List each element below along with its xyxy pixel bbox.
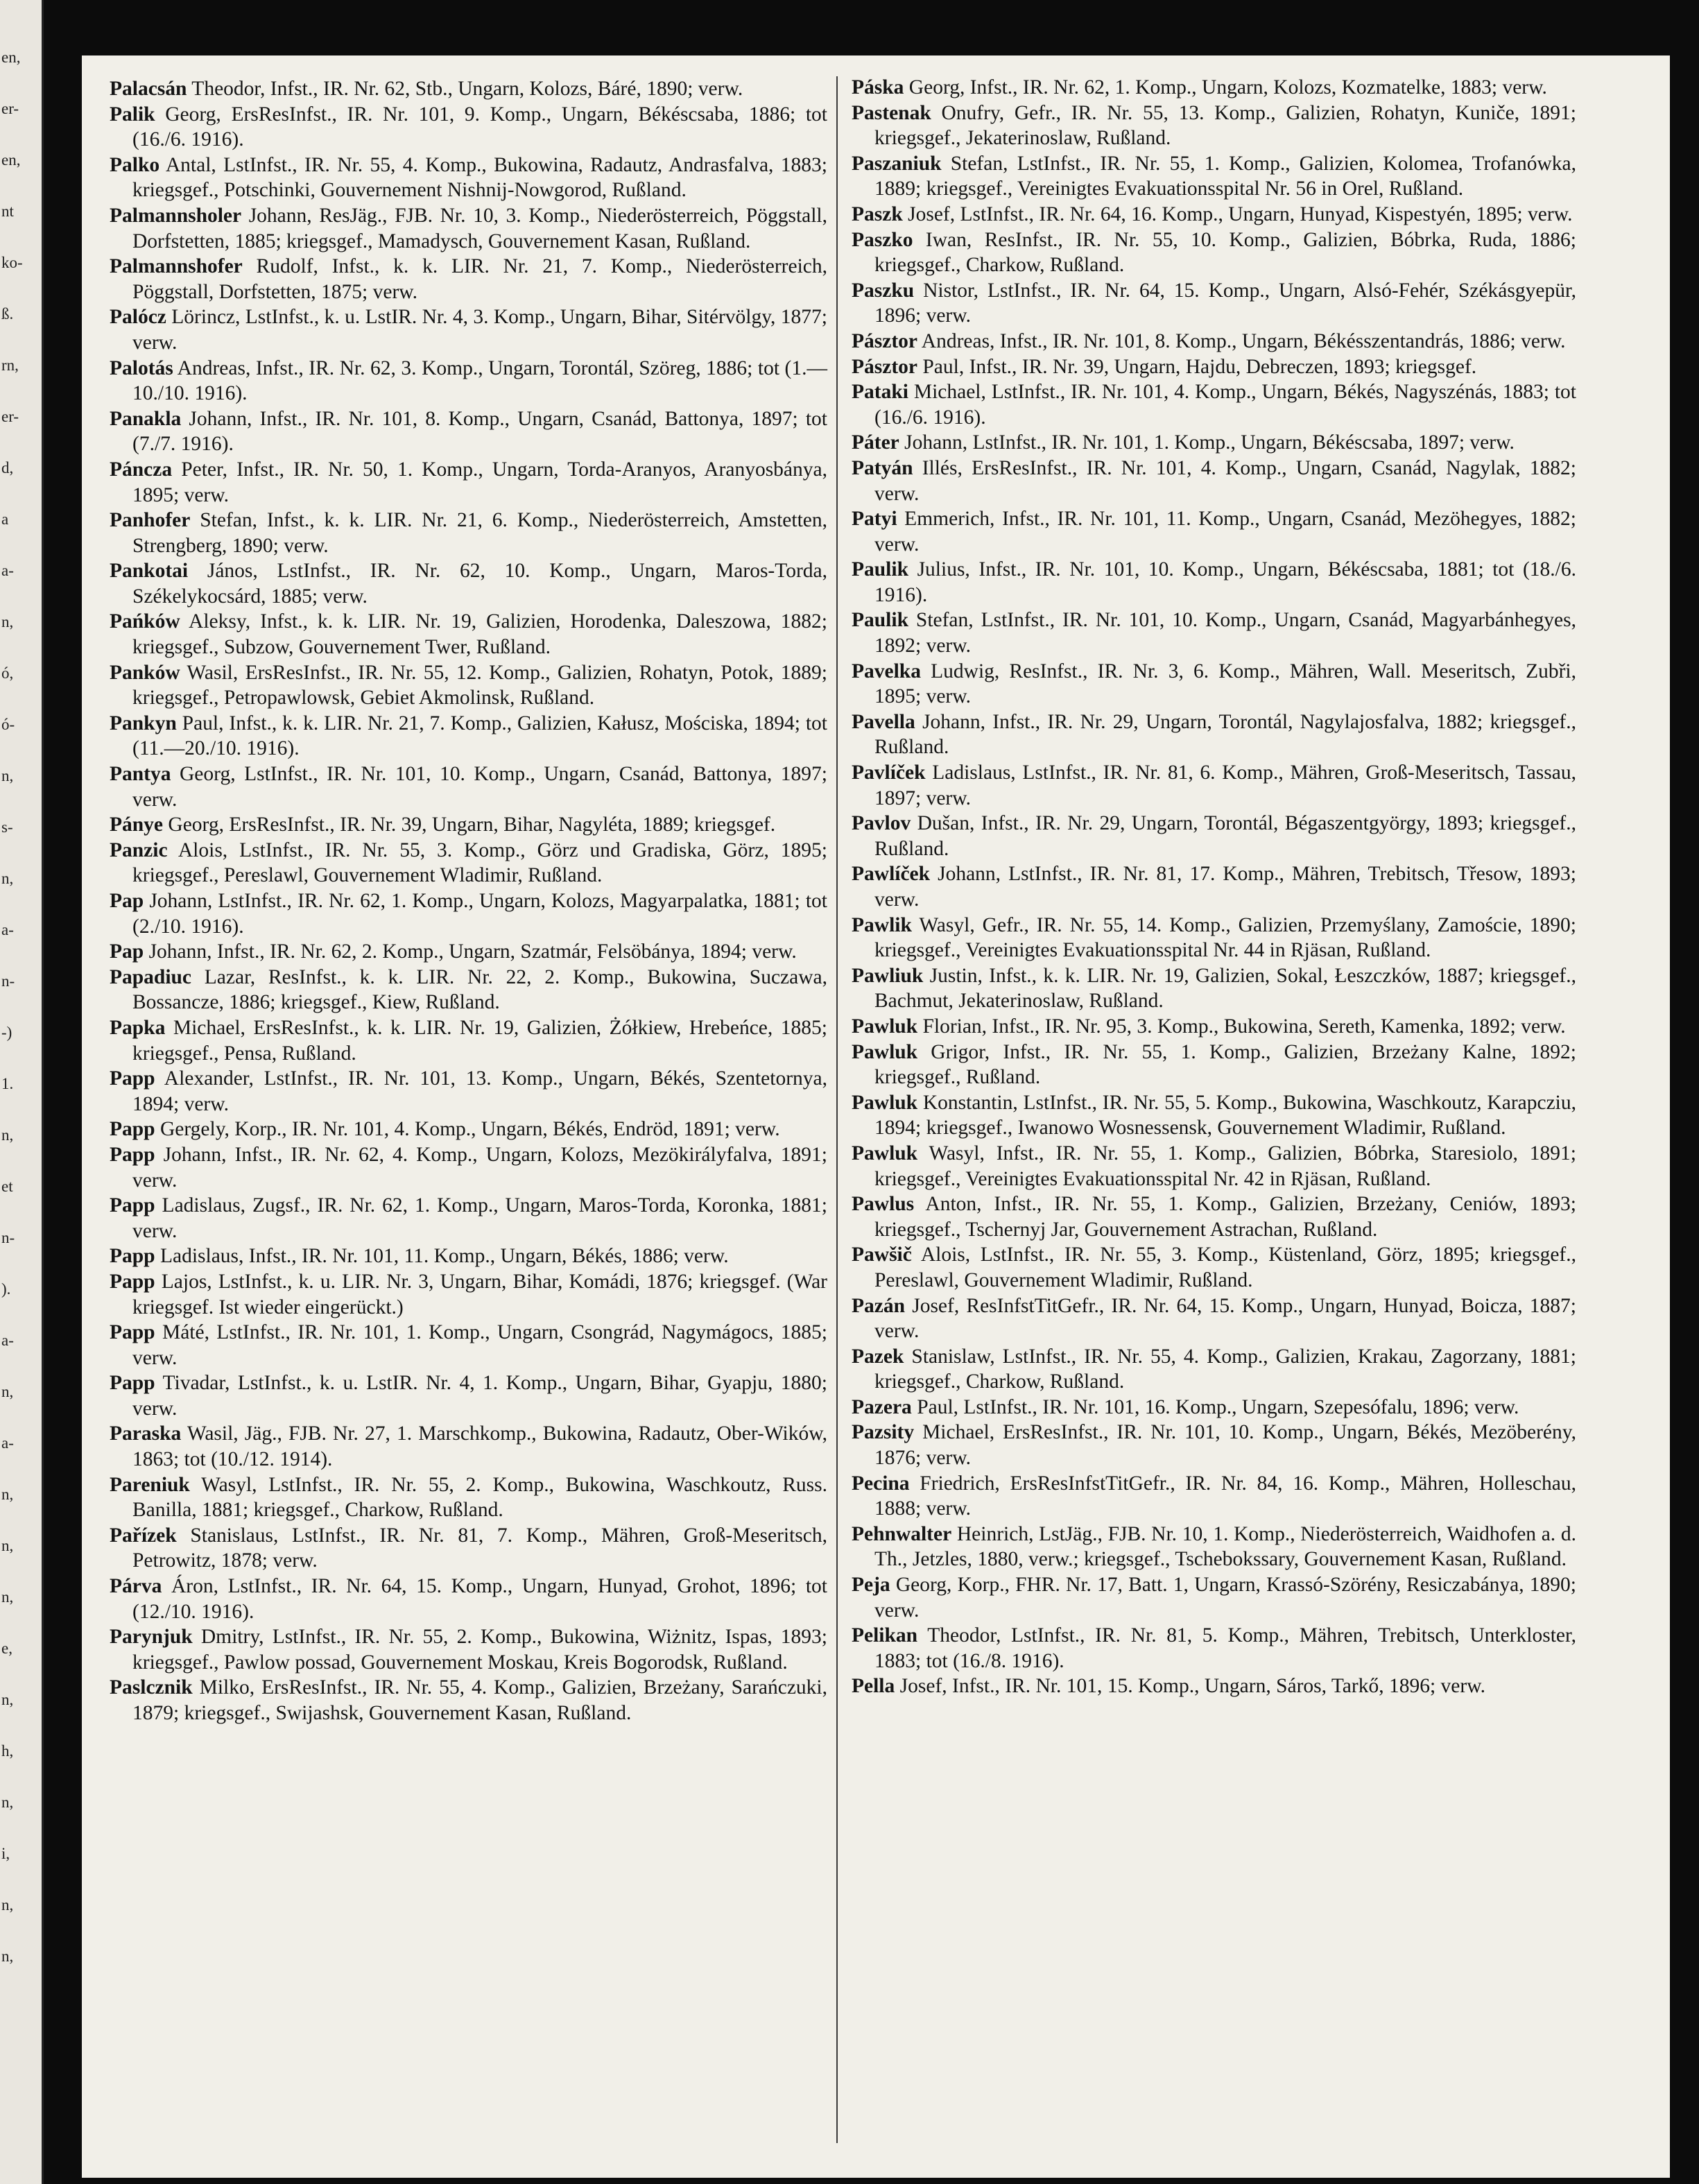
margin-fragment: a- — [1, 1434, 14, 1452]
register-entry — [852, 456, 1576, 506]
entry-details: Wasyl, Infst., IR. Nr. 55, 1. Komp., Galizien, Bóbrka, Staresiolo, 1891; kriegsgef., Vereinigtes Evakuationsspital Nr. 42 in Rjäsan, Rußland. — [874, 1142, 1576, 1190]
entry-surname: Papadiuc — [110, 965, 192, 988]
entry-details: Johann, LstInfst., IR. Nr. 81, 17. Komp., Mähren, Trebitsch, Třesow, 1893; verw. — [874, 863, 1576, 911]
entry-details: Michael, ErsResInfst., k. k. LIR. Nr. 19, Galizien, Żółkiew, Hrebeńce, 1885; kriegsgef., Pensa, Rußland. — [132, 1016, 827, 1065]
entry-details: Florian, Infst., IR. Nr. 95, 3. Komp., Bukowina, Sereth, Kamenka, 1892; verw. — [917, 1015, 1566, 1038]
entry-details: Paul, Infst., k. k. LIR. Nr. 21, 7. Komp., Galizien, Kałusz, Mościska, 1894; tot (11.—20./10. 1916). — [132, 712, 827, 760]
entry-details: Heinrich, LstJäg., FJB. Nr. 10, 1. Komp., Niederösterreich, Waidhofen a. d. Th., Jetzles, 1880, verw.; kriegsgef., Tschebokssary, Gouvernement Kasan, Rußland. — [874, 1522, 1576, 1571]
margin-fragment: er- — [1, 408, 19, 425]
register-entry — [110, 1675, 827, 1726]
entry-details: Lajos, LstInfst., k. u. LIR. Nr. 3, Ungarn, Bihar, Komádi, 1876; kriegsgef. (War kriegsgef. Ist wieder eingerückt.) — [132, 1270, 827, 1318]
entry-surname: Pawluk — [852, 1040, 918, 1063]
margin-fragment: n, — [1, 613, 14, 630]
margin-fragment: n, — [1, 1126, 14, 1144]
entry-surname: Pawšič — [852, 1244, 912, 1266]
entry-details: Johann, Infst., IR. Nr. 101, 8. Komp., Ungarn, Csanád, Battonya, 1897; tot (7./7. 1916). — [132, 407, 827, 456]
entry-details: Paul, LstInfst., IR. Nr. 101, 16. Komp., Ungarn, Szepesófalu, 1896; verw. — [911, 1395, 1519, 1418]
entry-surname: Paszko — [852, 228, 913, 251]
register-entry — [110, 1574, 827, 1624]
register-entry — [110, 838, 827, 888]
register-entry — [852, 1420, 1576, 1470]
entry-surname: Paszku — [852, 279, 915, 302]
register-entry — [110, 1117, 827, 1142]
entry-details: Grigor, Infst., IR. Nr. 55, 1. Komp., Galizien, Brzeżany Kalne, 1892; kriegsgef., Rußland. — [874, 1040, 1576, 1089]
register-entry — [852, 227, 1576, 278]
entry-details: Ladislaus, Infst., IR. Nr. 101, 11. Komp., Ungarn, Békés, 1886; verw. — [155, 1245, 729, 1268]
entry-surname: Pazsity — [852, 1421, 915, 1444]
margin-fragment: n, — [1, 1588, 14, 1606]
entry-surname: Páncza — [110, 458, 173, 481]
entry-details: Alois, LstInfst., IR. Nr. 55, 3. Komp., Küstenland, Görz, 1895; kriegsgef., Pereslawl, Gouvernement Wladimir, Rußland. — [874, 1244, 1576, 1291]
register-entry — [110, 1320, 827, 1370]
entry-surname: Pap — [110, 890, 144, 912]
entry-surname: Pazán — [852, 1294, 906, 1317]
entry-details: Antal, LstInfst., IR. Nr. 55, 4. Komp., Bukowina, Radautz, Andrasfalva, 1883; kriegsgef., Potschinki, Gouvernement Nishnij-Nowgorod, Rußland. — [132, 153, 827, 202]
entry-details: Julius, Infst., IR. Nr. 101, 10. Komp., Ungarn, Békéscsaba, 1881; tot (18./6. 1916). — [874, 558, 1576, 606]
entry-details: Georg, Korp., FHR. Nr. 17, Batt. 1, Ungarn, Krassó-Szörény, Resiczabánya, 1890; verw. — [874, 1574, 1576, 1622]
register-entry — [852, 1623, 1576, 1674]
entry-surname: Papp — [110, 1270, 155, 1293]
entry-surname: Pawluk — [852, 1015, 918, 1038]
entry-surname: Parynjuk — [110, 1626, 193, 1649]
entry-surname: Pankotai — [110, 560, 189, 583]
entry-details: Nistor, LstInfst., IR. Nr. 64, 15. Komp., Ungarn, Alsó-Fehér, Székásgyepür, 1896; verw. — [874, 279, 1576, 327]
entry-details: Georg, LstInfst., IR. Nr. 101, 10. Komp., Ungarn, Csanád, Battonya, 1897; verw. — [132, 763, 827, 811]
entry-details: Lazar, ResInfst., k. k. LIR. Nr. 22, 2. Komp., Bukowina, Suczawa, Bossancze, 1886; kriegsgef., Kiew, Rußland. — [132, 965, 827, 1014]
register-entry — [110, 1472, 827, 1523]
entry-surname: Paslcznik — [110, 1676, 193, 1699]
entry-details: Johann, LstInfst., IR. Nr. 62, 1. Komp., Ungarn, Kolozs, Magyarpalatka, 1881; tot (2./10. 1916). — [132, 890, 827, 938]
entry-details: Michael, LstInfst., IR. Nr. 101, 4. Komp., Ungarn, Békés, Nagyszénás, 1883; tot (16./6. 1916). — [874, 381, 1576, 429]
margin-fragment: et — [1, 1178, 13, 1195]
register-entry — [852, 760, 1576, 811]
margin-fragment: i, — [1, 1845, 10, 1862]
entry-details: Illés, ErsResInfst., IR. Nr. 101, 4. Komp., Ungarn, Csanád, Nagylak, 1882; verw. — [874, 456, 1576, 505]
margin-fragment: er- — [1, 100, 19, 117]
entry-details: Paul, Infst., IR. Nr. 39, Ungarn, Hajdu, Debreczen, 1893; kriegsgef. — [917, 355, 1477, 378]
register-entry — [852, 151, 1576, 202]
register-entry — [110, 1066, 827, 1117]
entry-surname: Pankyn — [110, 712, 177, 734]
entry-surname: Paraska — [110, 1422, 182, 1445]
register-entry — [110, 1015, 827, 1066]
entry-surname: Pehnwalter — [852, 1522, 952, 1545]
register-page — [82, 55, 1670, 2178]
register-entry — [852, 913, 1576, 963]
entry-details: Konstantin, LstInfst., IR. Nr. 55, 5. Komp., Bukowina, Waschkoutz, Karapcziu, 1894; kriegsgef., Iwanowo Wosnessensk, Gouvernement Wladimir, Rußland. — [874, 1091, 1576, 1140]
margin-fragment: n, — [1, 1383, 14, 1400]
register-entry — [852, 1572, 1576, 1623]
entry-surname: Papp — [110, 1143, 155, 1166]
margin-fragment: e, — [1, 1640, 12, 1657]
entry-surname: Pavelka — [852, 660, 921, 682]
margin-fragment: n, — [1, 1537, 14, 1554]
entry-surname: Pavlíček — [852, 762, 926, 784]
register-entry — [110, 939, 827, 965]
entry-surname: Paszk — [852, 203, 903, 225]
entry-details: Stefan, LstInfst., IR. Nr. 55, 1. Komp., Galizien, Kolomea, Trofanówka, 1889; kriegsgef., Vereinigtes Evakuationsspital Nr. 56 in Orel, Rußland. — [874, 152, 1576, 200]
entry-surname: Párva — [110, 1575, 162, 1598]
entry-surname: Pazera — [852, 1395, 912, 1418]
entry-surname: Palko — [110, 153, 160, 176]
register-entry — [852, 506, 1576, 557]
entry-details: Máté, LstInfst., IR. Nr. 101, 1. Komp., Ungarn, Csongrád, Nagymágocs, 1885; verw. — [132, 1321, 827, 1369]
entry-details: Lörincz, LstInfst., k. u. LstIR. Nr. 4, 3. Komp., Ungarn, Bihar, Sitérvölgy, 1877; verw. — [132, 306, 827, 354]
margin-fragment: -) — [1, 1024, 12, 1041]
entry-surname: Palotás — [110, 356, 173, 379]
register-entry — [110, 153, 827, 203]
register-entry — [852, 659, 1576, 710]
right-column — [852, 75, 1576, 1699]
register-entry — [852, 1141, 1576, 1192]
entry-details: Justin, Infst., k. k. LIR. Nr. 19, Galizien, Sokal, Łeszczków, 1887; kriegsgef., Bachmut, Jekaterinoslaw, Rußland. — [874, 964, 1576, 1013]
entry-surname: Pareniuk — [110, 1473, 190, 1496]
margin-fragment: d, — [1, 459, 14, 476]
entry-surname: Pásztor — [852, 329, 918, 352]
entry-details: Anton, Infst., IR. Nr. 55, 1. Komp., Galizien, Brzeżany, Ceniów, 1893; kriegsgef., Tschernyj Jar, Gouvernement Astrachan, Rußland. — [874, 1193, 1576, 1241]
entry-details: Wasyl, Gefr., IR. Nr. 55, 14. Komp., Galizien, Przemyślany, Zamoście, 1890; kriegsgef., Vereinigtes Evakuationsspital Nr. 44 in Rjäsan, Rußland. — [874, 913, 1576, 962]
register-entry — [110, 711, 827, 762]
margin-fragment: n- — [1, 1229, 15, 1246]
entry-details: Dušan, Infst., IR. Nr. 29, Ungarn, Torontál, Bégaszentgyörgy, 1893; kriegsgef., Rußland. — [874, 812, 1576, 860]
entry-surname: Pella — [852, 1675, 895, 1698]
entry-surname: Papp — [110, 1118, 155, 1141]
entry-surname: Patyán — [852, 456, 913, 479]
entry-details: Andreas, Infst., IR. Nr. 101, 8. Komp., Ungarn, Békésszentandrás, 1886; verw. — [917, 329, 1566, 352]
entry-surname: Páska — [852, 76, 904, 98]
entry-details: Gergely, Korp., IR. Nr. 101, 4. Komp., Ungarn, Békés, Endröd, 1891; verw. — [155, 1118, 780, 1141]
entry-details: János, LstInfst., IR. Nr. 62, 10. Komp., Ungarn, Maros-Torda, Székelykocsárd, 1885; verw. — [132, 560, 827, 608]
entry-details: Alois, LstInfst., IR. Nr. 55, 3. Komp., Görz und Gradiska, Görz, 1895; kriegsgef., Pereslawl, Gouvernement Wladimir, Rußland. — [132, 839, 827, 887]
register-entry — [110, 609, 827, 660]
margin-fragment: a- — [1, 1332, 14, 1349]
entry-surname: Palmannsholer — [110, 204, 242, 227]
register-entry — [110, 965, 827, 1015]
entry-details: Johann, Infst., IR. Nr. 62, 2. Komp., Ungarn, Szatmár, Felsöbánya, 1894; verw. — [144, 940, 797, 963]
entry-details: Tivadar, LstInfst., k. u. LstIR. Nr. 4, 1. Komp., Ungarn, Bihar, Gyapju, 1880; verw. — [132, 1372, 827, 1420]
entry-surname: Paszaniuk — [852, 152, 942, 175]
margin-fragment: h, — [1, 1742, 14, 1760]
entry-surname: Pánye — [110, 814, 164, 836]
register-entry — [852, 1471, 1576, 1522]
entry-surname: Paulik — [852, 609, 908, 632]
margin-fragment: n, — [1, 767, 14, 784]
register-entry — [110, 304, 827, 355]
entry-details: Alexander, LstInfst., IR. Nr. 101, 13. Komp., Ungarn, Békés, Szentetornya, 1894; verw. — [132, 1067, 827, 1115]
entry-details: Josef, ResInfstTitGefr., IR. Nr. 64, 15. Komp., Ungarn, Hunyad, Boicza, 1887; verw. — [874, 1294, 1576, 1343]
entry-details: Georg, ErsResInfst., IR. Nr. 101, 9. Komp., Ungarn, Békéscsaba, 1886; tot (16./6. 1916). — [132, 103, 827, 151]
entry-surname: Pavlov — [852, 812, 911, 835]
register-entry — [110, 457, 827, 508]
register-entry — [110, 1193, 827, 1244]
entry-surname: Patyi — [852, 508, 897, 531]
margin-fragment: ko- — [1, 254, 23, 271]
register-entry — [852, 101, 1576, 151]
register-entry — [852, 1344, 1576, 1395]
register-entry — [852, 710, 1576, 760]
register-entry — [110, 1523, 827, 1574]
register-entry — [110, 762, 827, 812]
margin-fragment: n, — [1, 1794, 14, 1811]
register-entry — [110, 1142, 827, 1193]
margin-fragment: en, — [1, 49, 21, 66]
register-entry — [110, 102, 827, 153]
entry-details: Michael, ErsResInfst., IR. Nr. 101, 10. Komp., Ungarn, Békés, Mezöberény, 1876; verw. — [874, 1421, 1576, 1470]
entry-surname: Palmannshofer — [110, 255, 243, 278]
register-entry — [852, 963, 1576, 1014]
register-entry — [852, 1040, 1576, 1090]
register-entry — [852, 379, 1576, 430]
register-entry — [110, 356, 827, 406]
entry-surname: Palik — [110, 103, 155, 126]
register-entry — [110, 1370, 827, 1421]
register-entry — [852, 1395, 1576, 1420]
register-entry — [110, 660, 827, 711]
entry-surname: Panakla — [110, 407, 182, 430]
register-entry — [852, 1192, 1576, 1242]
entry-surname: Papp — [110, 1372, 155, 1395]
register-entry — [852, 430, 1576, 456]
entry-details: Emmerich, Infst., IR. Nr. 101, 11. Komp., Ungarn, Csanád, Mezöhegyes, 1882; verw. — [874, 508, 1576, 556]
entry-surname: Pařízek — [110, 1524, 177, 1547]
entry-surname: Panków — [110, 661, 180, 684]
entry-surname: Pazek — [852, 1345, 904, 1368]
margin-fragment: 1. — [1, 1075, 14, 1092]
register-entry — [852, 1674, 1576, 1699]
entry-details: Friedrich, ErsResInfstTitGefr., IR. Nr. 84, 16. Komp., Mähren, Holleschau, 1888; verw. — [874, 1472, 1576, 1520]
entry-surname: Papp — [110, 1321, 155, 1344]
entry-details: Iwan, ResInfst., IR. Nr. 55, 10. Komp., Galizien, Bóbrka, Ruda, 1886; kriegsgef., Charkow, Rußland. — [874, 228, 1576, 277]
entry-surname: Palacsán — [110, 78, 187, 100]
entry-surname: Papp — [110, 1194, 155, 1217]
entry-surname: Pawluk — [852, 1142, 918, 1164]
entry-surname: Pelikan — [852, 1624, 918, 1647]
register-entry — [852, 75, 1576, 101]
entry-surname: Pásztor — [852, 355, 918, 378]
register-entry — [852, 278, 1576, 329]
register-entry — [110, 1421, 827, 1472]
entry-surname: Papka — [110, 1016, 166, 1039]
register-entry — [852, 329, 1576, 354]
entry-details: Georg, ErsResInfst., IR. Nr. 39, Ungarn, Bihar, Nagyléta, 1889; kriegsgef. — [163, 814, 776, 836]
register-entry — [110, 558, 827, 609]
register-entry — [110, 1244, 827, 1269]
register-entry — [852, 1090, 1576, 1141]
register-entry — [852, 557, 1576, 608]
entry-surname: Peja — [852, 1574, 890, 1597]
register-entry — [110, 76, 827, 102]
entry-surname: Paulik — [852, 558, 908, 581]
margin-fragment: n, — [1, 1486, 14, 1503]
entry-surname: Pavella — [852, 710, 915, 733]
register-entry — [110, 1624, 827, 1675]
margin-fragment: n, — [1, 1947, 14, 1965]
entry-details: Johann, ResJäg., FJB. Nr. 10, 3. Komp., Niederösterreich, Pöggstall, Dorfstetten, 1885; kriegsgef., Mamadysch, Gouvernement Kasan, Rußland. — [132, 204, 827, 252]
margin-fragment: ó, — [1, 664, 14, 682]
entry-details: Theodor, Infst., IR. Nr. 62, Stb., Ungarn, Kolozs, Báré, 1890; verw. — [187, 78, 743, 100]
margin-fragment: ). — [1, 1280, 11, 1298]
margin-fragment: a- — [1, 562, 14, 579]
entry-surname: Pawlik — [852, 913, 912, 936]
entry-details: Stanislaw, LstInfst., IR. Nr. 55, 4. Komp., Galizien, Krakau, Zagorzany, 1881; kriegsgef., Charkow, Rußland. — [874, 1345, 1576, 1393]
entry-details: Stefan, Infst., k. k. LIR. Nr. 21, 6. Komp., Niederösterreich, Amstetten, Strengberg, 1890; verw. — [132, 509, 827, 557]
entry-surname: Palócz — [110, 306, 166, 329]
register-entry — [852, 608, 1576, 658]
entry-surname: Pantya — [110, 763, 171, 786]
register-entry — [852, 202, 1576, 227]
entry-details: Dmitry, LstInfst., IR. Nr. 55, 2. Komp., Bukowina, Wiżnitz, Ispas, 1893; kriegsgef., Pawlow possad, Gouvernement Moskau, Kreis Bogorodsk, Rußland. — [132, 1626, 827, 1674]
margin-fragment: nt — [1, 203, 14, 220]
entry-details: Johann, LstInfst., IR. Nr. 101, 1. Komp., Ungarn, Békéscsaba, 1897; verw. — [899, 431, 1515, 454]
entry-surname: Pawlus — [852, 1193, 915, 1216]
margin-fragment: a — [1, 510, 9, 528]
entry-surname: Pataki — [852, 381, 908, 404]
entry-details: Onufry, Gefr., IR. Nr. 55, 13. Komp., Galizien, Rohatyn, Kuniče, 1891; kriegsgef., Jekaterinoslaw, Rußland. — [874, 101, 1576, 150]
entry-details: Ladislaus, Zugsf., IR. Nr. 62, 1. Komp., Ungarn, Maros-Torda, Koronka, 1881; verw. — [132, 1194, 827, 1242]
entry-details: Peter, Infst., IR. Nr. 50, 1. Komp., Ungarn, Torda-Aranyos, Aranyosbánya, 1895; verw. — [132, 458, 827, 506]
register-entry — [852, 811, 1576, 861]
margin-fragment: n, — [1, 1896, 14, 1914]
entry-surname: Panzic — [110, 839, 168, 861]
register-entry — [110, 888, 827, 939]
entry-details: Ladislaus, LstInfst., IR. Nr. 81, 6. Komp., Mähren, Groß-Meseritsch, Tassau, 1897; verw. — [874, 762, 1576, 809]
entry-details: Johann, Infst., IR. Nr. 62, 4. Komp., Ungarn, Kolozs, Mezökirályfalva, 1891; verw. — [132, 1143, 827, 1192]
entry-surname: Papp — [110, 1067, 155, 1090]
entry-details: Josef, LstInfst., IR. Nr. 64, 16. Komp., Ungarn, Hunyad, Kispestyén, 1895; verw. — [902, 203, 1573, 225]
register-entry — [110, 203, 827, 254]
margin-fragment: rn, — [1, 356, 19, 374]
register-entry — [852, 354, 1576, 380]
entry-details: Wasyl, LstInfst., IR. Nr. 55, 2. Komp., Bukowina, Waschkoutz, Russ. Banilla, 1881; kriegsgef., Charkow, Rußland. — [132, 1473, 827, 1522]
entry-surname: Pawliuk — [852, 964, 924, 987]
entry-surname: Páter — [852, 431, 899, 454]
margin-fragment: s- — [1, 818, 13, 836]
entry-details: Wasil, Jäg., FJB. Nr. 27, 1. Marschkomp., Bukowina, Radautz, Ober-Wików, 1863; tot (10./12. 1914). — [132, 1422, 827, 1471]
entry-details: Ludwig, ResInfst., IR. Nr. 3, 6. Komp., Mähren, Wall. Meseritsch, Zubři, 1895; verw. — [874, 660, 1576, 708]
margin-fragment: a- — [1, 921, 14, 938]
register-entry — [110, 406, 827, 457]
entry-details: Aleksy, Infst., k. k. LIR. Nr. 19, Galizien, Horodenka, Daleszowa, 1882; kriegsgef., Subzow, Gouvernement Twer, Rußland. — [132, 610, 827, 659]
entry-details: Theodor, LstInfst., IR. Nr. 81, 5. Komp., Mähren, Trebitsch, Unterkloster, 1883; tot (16./8. 1916). — [874, 1624, 1576, 1672]
entry-surname: Pap — [110, 940, 144, 963]
entry-surname: Pańków — [110, 610, 180, 633]
entry-details: Georg, Infst., IR. Nr. 62, 1. Komp., Ungarn, Kolozs, Kozmatelke, 1883; verw. — [904, 76, 1547, 98]
entry-details: Stanislaus, LstInfst., IR. Nr. 81, 7. Komp., Mähren, Groß-Meseritsch, Petrowitz, 1878; verw. — [132, 1524, 827, 1572]
margin-fragment: n, — [1, 1691, 14, 1708]
left-column — [110, 76, 827, 1726]
entry-details: Áron, LstInfst., IR. Nr. 64, 15. Komp., Ungarn, Hunyad, Grohot, 1896; tot (12./10. 1916). — [132, 1575, 827, 1623]
register-entry — [852, 1293, 1576, 1344]
entry-surname: Pawlíček — [852, 863, 931, 886]
entry-surname: Pawluk — [852, 1091, 918, 1114]
adjacent-page-margin — [0, 0, 44, 2184]
margin-fragment: n- — [1, 972, 15, 990]
register-entry — [852, 1522, 1576, 1572]
margin-fragment: ß. — [1, 305, 14, 323]
entry-details: Rudolf, Infst., k. k. LIR. Nr. 21, 7. Komp., Niederösterreich, Pöggstall, Dorfstetten, 1875; verw. — [132, 255, 827, 303]
margin-fragment: n, — [1, 870, 14, 887]
entry-surname: Pecina — [852, 1472, 910, 1495]
register-entry — [852, 861, 1576, 912]
entry-surname: Papp — [110, 1245, 155, 1268]
entry-surname: Pastenak — [852, 101, 931, 124]
entry-details: Johann, Infst., IR. Nr. 29, Ungarn, Torontál, Nagylajosfalva, 1882; kriegsgef., Rußland. — [874, 710, 1576, 759]
column-divider — [836, 76, 838, 2143]
entry-details: Milko, ErsResInfst., IR. Nr. 55, 4. Komp., Galizien, Brzeżany, Sarańczuki, 1879; kriegsgef., Swijashsk, Gouvernement Kasan, Rußland. — [132, 1676, 827, 1724]
margin-fragment: en, — [1, 151, 21, 169]
entry-surname: Panhofer — [110, 509, 191, 532]
entry-details: Stefan, LstInfst., IR. Nr. 101, 10. Komp., Ungarn, Csanád, Magyarbánhegyes, 1892; verw. — [874, 609, 1576, 657]
register-entry — [852, 1014, 1576, 1040]
register-entry — [110, 508, 827, 558]
register-entry — [110, 254, 827, 304]
entry-details: Andreas, Infst., IR. Nr. 62, 3. Komp., Ungarn, Torontál, Szöreg, 1886; tot (1.—10./10. 1916). — [132, 356, 827, 405]
register-entry — [110, 1269, 827, 1320]
entry-details: Wasil, ErsResInfst., IR. Nr. 55, 12. Komp., Galizien, Rohatyn, Potok, 1889; kriegsgef., Petropawlowsk, Gebiet Akmolinsk, Rußland. — [132, 661, 827, 710]
register-entry — [852, 1242, 1576, 1293]
entry-details: Josef, Infst., IR. Nr. 101, 15. Komp., Ungarn, Sáros, Tarkő, 1896; verw. — [895, 1675, 1485, 1698]
margin-fragment: ó- — [1, 716, 15, 733]
register-entry — [110, 812, 827, 838]
